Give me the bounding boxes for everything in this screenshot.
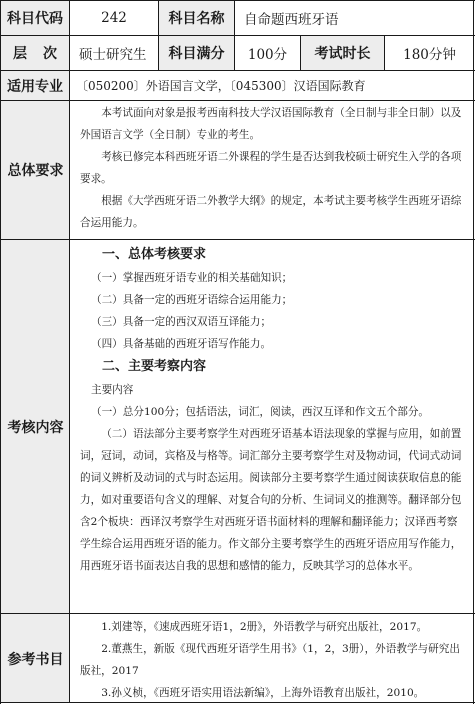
table-border (0, 702, 475, 703)
level-label (1, 36, 69, 70)
requirement-item: （四）具备基础的西班牙语写作能力。 (91, 338, 272, 350)
overall-paragraph: 本考试面向对象是报考西南科技大学汉语国际教育（全日制与非全日制）以及外国语言文学（全日制）专业的考生。 (80, 107, 462, 141)
exam-duration-label: 考试时长 (301, 36, 384, 70)
table-border (473, 0, 474, 704)
subject-code-value: 242 (101, 10, 127, 26)
overall-paragraph: 根据《大学西班牙语二外教学大纲》的规定，本考试主要考核学生西班牙语综合运用能力。 (80, 195, 462, 229)
level-label-part-a: 层 (13, 46, 27, 62)
table-border (0, 613, 475, 614)
table-border (69, 0, 70, 703)
reference-item: 3.孙义桢，《西班牙语实用语法新编》，上海外语教育出版社，2010。 (101, 687, 425, 699)
full-score-label: 科目满分 (159, 36, 234, 70)
table-border (384, 35, 385, 71)
exam-duration-value: 180分钟 (403, 47, 456, 63)
requirement-item: （一）掌握西班牙语专业的相关基础知识； (91, 272, 293, 284)
table-border (158, 0, 159, 71)
full-score-value: 100分 (247, 47, 288, 63)
section-title: 一、总体考核要求 (102, 247, 207, 262)
content-paragraph: （二）语法部分主要考察学生对西班牙语基本语法现象的掌握与应用，如前置词，冠词，动词，宾格及与格等。词汇部分主要考察学生对及物动词，代词式动词的词义辨析及动词的式与时态运用。阅读部分主要考察学生通过阅读获取信息的能力，如对重要语句含义的理解、对复合句的分析、生词词义的推测等。翻译部分包含2个板块：西译汉考察学生对西班牙语书面材料的理解和翻译能力；汉译西考察学生综合运用西班牙语的能力。作文部分主要考察学生的西班牙语应用写作能力，用西班牙语书面表达自我的思想和感情的能力，反映其学习的总体水平。 (80, 428, 462, 572)
applicable-major-value: 〔050200〕外语国言文学，〔045300〕汉语国际教育 (76, 79, 366, 93)
table-border (234, 0, 235, 71)
table-border (0, 239, 475, 240)
section-subheading: 主要内容 (91, 384, 134, 396)
level-value: 硕士研究生 (79, 47, 147, 63)
level-label-part-b: 次 (43, 46, 57, 62)
reference-item: 2.董燕生，新版《现代西班牙语学生用书》（1，2，3册），外语教学与研究出版社，2017 (80, 643, 460, 677)
subject-name-label: 科目名称 (159, 1, 234, 35)
applicable-major-label: 适用专业 (1, 71, 69, 100)
overall-requirements-content (80, 102, 468, 234)
table-border (0, 35, 475, 36)
exam-content-label: 考核内容 (1, 240, 70, 613)
references-list (80, 616, 468, 704)
overall-requirements-label: 总体要求 (1, 101, 70, 239)
requirement-item: （二）具备一定的西班牙语综合运用能力； (91, 294, 293, 306)
subject-code-label: 科目代码 (1, 1, 69, 35)
requirement-item: （三）具备一定的西汉双语互译能力； (91, 316, 272, 328)
table-border (0, 0, 475, 1)
reference-item: 1.刘建等，《速成西班牙语1，2册》，外语教学与研究出版社，2017。 (101, 621, 428, 633)
table-border (0, 100, 475, 101)
section-title: 二、主要考察内容 (102, 359, 207, 374)
references-label: 参考书目 (1, 614, 70, 703)
table-border (0, 0, 1, 704)
overall-paragraph: 考核已修完本科西班牙语二外课程的学生是否达到我校硕士研究生入学的各项要求。 (80, 151, 462, 185)
table-border (0, 70, 475, 71)
table-border (300, 35, 301, 71)
content-item: （一）总分100分；包括语法，词汇，阅读，西汉互译和作文五个部分。 (91, 406, 430, 418)
exam-content-body (80, 243, 468, 577)
subject-name-value: 自命题西班牙语 (244, 12, 339, 28)
